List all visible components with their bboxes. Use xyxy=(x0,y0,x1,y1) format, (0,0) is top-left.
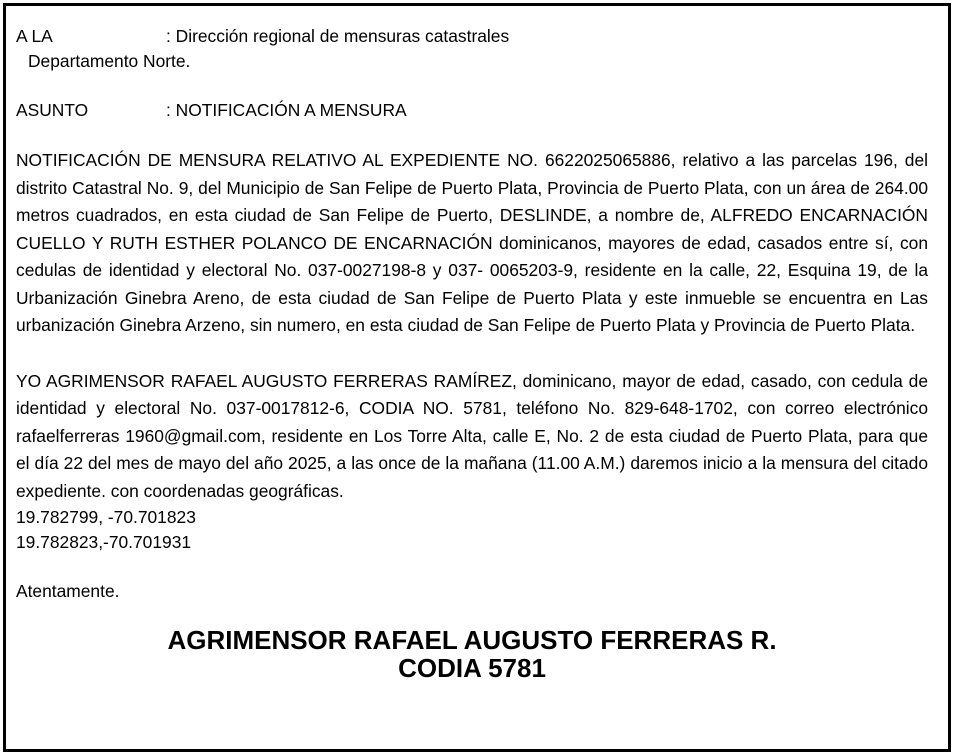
notice-document xyxy=(16,24,928,682)
recipient-row xyxy=(16,24,928,49)
subject-label: ASUNTO xyxy=(16,100,89,120)
surveyor-paragraph: YO AGRIMENSOR RAFAEL AUGUSTO FERRERAS RAMÍREZ, dominicano, mayor de edad, casado, con cedula de identidad y electoral No. 037-0017812-6, CODIA NO. 5781, teléfono No. 829-648-1702, con correo electrónico rafaelferreras 1960@gmail.com, residente en Los Torre Alta, calle E, No. 2 de esta ciudad de Puerto Plata, para que el día 22 del mes de mayo del año 2025, a las once de la mañana (11.00 A.M.) daremos inicio a la mensura del citado expediente. con coordenadas geográficas. xyxy=(16,370,928,501)
recipient-department: Departamento Norte. xyxy=(28,51,191,71)
subject-value: : NOTIFICACIÓN A MENSURA xyxy=(166,100,407,120)
coordinate-1: 19.782799, -70.701823 xyxy=(16,507,196,527)
signature-name: AGRIMENSOR RAFAEL AUGUSTO FERRERAS R. xyxy=(167,625,777,655)
coordinate-2: 19.782823,-70.701931 xyxy=(16,532,192,552)
recipient-value: : Dirección regional de mensuras catastrales xyxy=(166,26,510,46)
notification-paragraph: NOTIFICACIÓN DE MENSURA RELATIVO AL EXPEDIENTE NO. 6622025065886, relativo a las parcelas 196, del distrito Catastral No. 9, del Municipio de San Felipe de Puerto Plata, Provincia de Puerto Plata, con un área de 264.00 metros cuadrados, en esta ciudad de San Felipe de Puerto, DESLINDE, a nombre de, ALFREDO ENCARNACIÓN CUELLO Y RUTH ESTHER POLANCO DE ENCARNACIÓN dominicanos, mayores de edad, casados entre sí, con cedulas de identidad y electoral No. 037-0027198-8 y 037- 0065203-9, residente en la calle, 22, Esquina 19, de la Urbanización Ginebra Areno, de esta ciudad de San Felipe de Puerto Plata y este inmueble se encuentra en Las urbanización Ginebra Arzeno, sin numero, en esta ciudad de San Felipe de Puerto Plata y Provincia de Puerto Plata. xyxy=(16,150,928,335)
recipient-label: A LA xyxy=(16,26,53,46)
subject-row xyxy=(16,98,928,123)
signature-codia: CODIA 5781 xyxy=(398,653,546,683)
closing-text: Atentamente. xyxy=(16,581,120,601)
